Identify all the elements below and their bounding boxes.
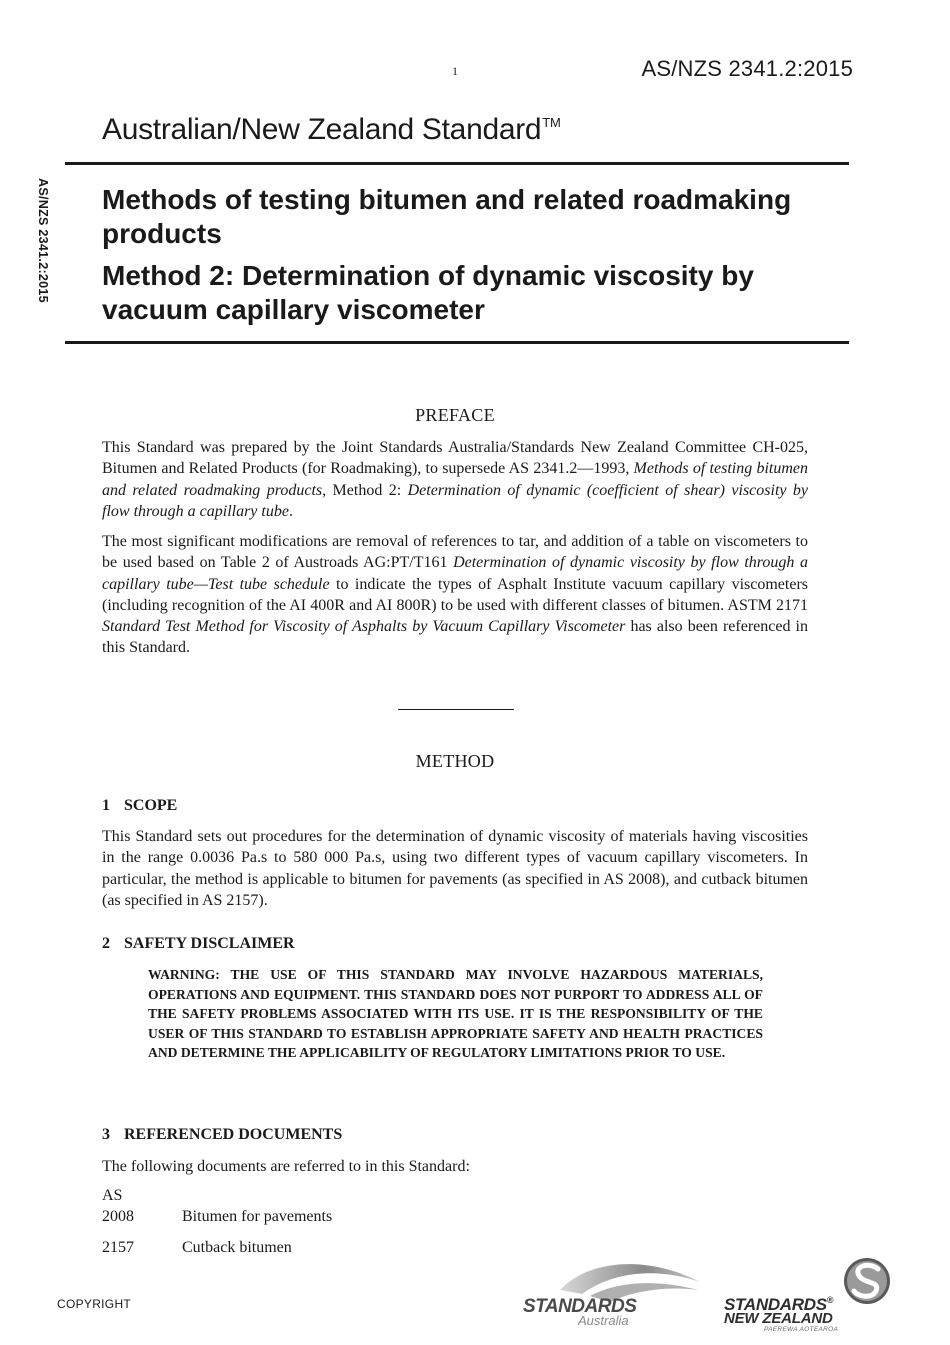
page-number: 1 xyxy=(452,64,458,78)
preface-paragraph-2: The most significant modifications are removal of references to tar, and addition of a table on viscometers to be used based on Table 2 of Austroads AG:PT/T161 Determination of dynamic viscosity by flow through a capillary tube—Test tube schedule to indicate the types of Asphalt Institute vacuum capillary viscometers (including recognition of the AI 400R and AI 800R) to be used with different classes of bitumen. ASTM 2171 Standard Test Method for Viscosity of Asphalts by Vacuum Capillary Viscometer has also been referenced in this Standard. xyxy=(102,533,809,657)
reference-item: 2008 Bitumen for pavements xyxy=(102,1208,333,1225)
standards-australia-logo xyxy=(520,1260,705,1332)
section-3-heading: 3 REFERENCED DOCUMENTS xyxy=(102,1126,343,1143)
sa-logo-wordmark: STANDARDS xyxy=(523,1296,637,1317)
method-title: Method 2: Determination of dynamic viscosity by vacuum capillary viscometer xyxy=(102,260,754,325)
sa-logo-subtext: Australia xyxy=(578,1313,629,1328)
section-divider xyxy=(398,709,514,710)
title-rule-top xyxy=(65,162,849,165)
preface-heading: PREFACE xyxy=(415,405,495,425)
scope-text: This Standard sets out procedures for the determination of dynamic viscosity of materials having viscosities in the range 0.0036 Pa.s to 580 000 Pa.s, using two different types of vacuum capillary viscometers. In particular, the method is applicable to bitumen for pavements (as specified in AS 2008), and cutback bitumen (as specified in AS 2157). xyxy=(102,828,808,909)
standard-type-text: Australian/New Zealand Standard xyxy=(102,113,542,146)
standard-type-title xyxy=(102,113,560,147)
side-standard-code: AS/NZS 2341.2:2015 xyxy=(36,178,50,303)
standard-code-header: AS/NZS 2341.2:2015 xyxy=(641,56,853,81)
title-rule-bottom xyxy=(65,341,849,344)
preface-paragraph-1: This Standard was prepared by the Joint Standards Australia/Standards New Zealand Committee CH-025, Bitumen and Related Products (for Roadmaking), to supersede AS 2341.2—1993, Methods of testing bitumen and related roadmaking products, Method 2: Determination of dynamic (coefficient of shear) viscosity by flow through a capillary tube. xyxy=(102,439,809,520)
main-title: Methods of testing bitumen and related roadmaking products xyxy=(102,184,792,249)
snz-logo-wordmark: STANDARDS® xyxy=(724,1295,834,1314)
method-heading: METHOD xyxy=(415,751,495,771)
copyright-label: COPYRIGHT xyxy=(57,1297,132,1311)
snz-logo-country: NEW ZEALAND xyxy=(724,1310,833,1327)
standards-new-zealand-logo xyxy=(720,1255,900,1335)
reference-group: AS xyxy=(102,1187,123,1204)
trademark-mark: TM xyxy=(542,115,561,130)
section-2-heading: 2 SAFETY DISCLAIMER xyxy=(102,935,295,952)
section-1-heading: 1 SCOPE xyxy=(102,797,178,814)
safety-warning: WARNING: THE USE OF THIS STANDARD MAY INVOLVE HAZARDOUS MATERIALS, OPERATIONS AND EQUIPMENT. THIS STANDARD DOES NOT PURPORT TO ADDRESS ALL OF THE SAFETY PROBLEMS ASSOCIATED WITH ITS USE. IT IS THE RESPONSIBILITY OF THE USER OF THIS STANDARD TO ESTABLISH APPROPRIATE SAFETY AND HEALTH PRACTICES AND DETERMINE THE APPLICABILITY OF REGULATORY LIMITATIONS PRIOR TO USE. xyxy=(148,967,763,1061)
reference-item: 2157 Cutback bitumen xyxy=(102,1239,292,1256)
snz-logo-maori-subtext: PAEREWA AOTEAROA xyxy=(764,1326,839,1333)
references-intro: The following documents are referred to in this Standard: xyxy=(102,1158,470,1175)
